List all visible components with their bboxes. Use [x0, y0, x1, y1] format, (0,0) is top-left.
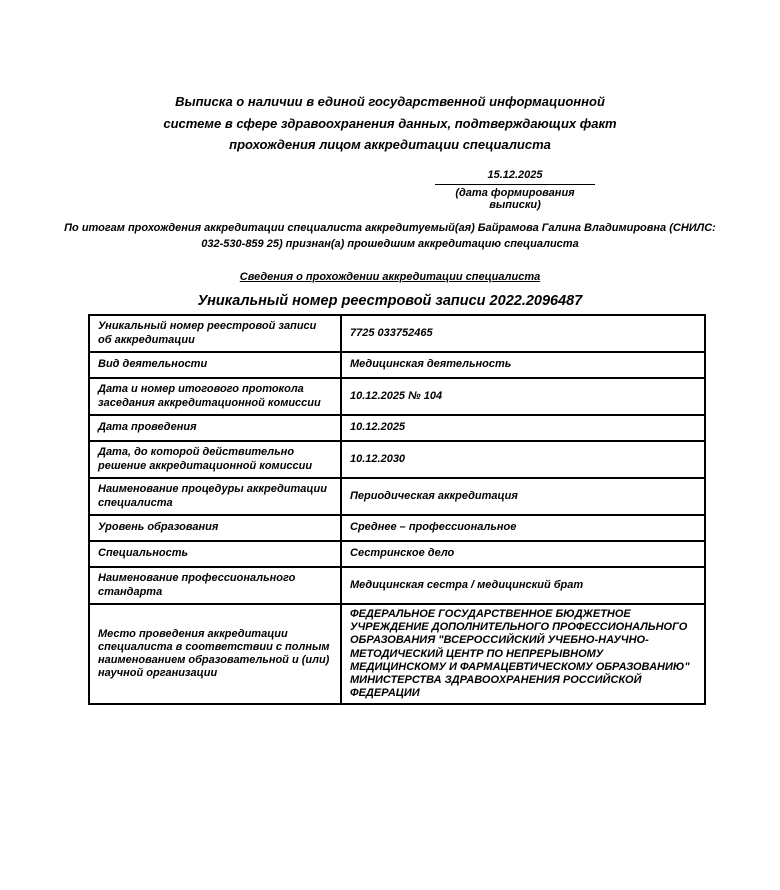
section-header: Сведения о прохождении аккредитации специалиста: [239, 271, 541, 283]
row-value: Медицинская деятельность: [341, 352, 705, 378]
row-value: 10.12.2025: [341, 415, 705, 441]
accreditation-table: [88, 314, 706, 705]
table-row: [89, 415, 705, 441]
row-label: Уровень образования: [89, 515, 341, 541]
issue-date: 15.12.2025: [435, 169, 595, 185]
table-row: [89, 315, 705, 352]
registry-number-heading: Уникальный номер реестровой записи 2022.2096487: [197, 293, 583, 309]
table-row: [89, 352, 705, 378]
row-label: Наименование процедуры аккредитации специалиста: [89, 478, 341, 515]
table-row: [89, 478, 705, 515]
intro-paragraph: [40, 220, 740, 252]
row-value: Медицинская сестра / медицинский брат: [341, 567, 705, 604]
row-value: 7725 033752465: [341, 315, 705, 352]
table-row: [89, 515, 705, 541]
row-label: Дата проведения: [89, 415, 341, 441]
row-value: Сестринское дело: [341, 541, 705, 567]
table-row: [89, 541, 705, 567]
row-value: 10.12.2030: [341, 441, 705, 478]
row-label: Дата, до которой действительно решение аккредитационной комиссии: [89, 441, 341, 478]
document-title-line: системе в сфере здравоохранения данных, подтверждающих факт: [163, 115, 617, 131]
row-label: Уникальный номер реестровой записи об аккредитации: [89, 315, 341, 352]
table-row: [89, 567, 705, 604]
document-title-line: Выписка о наличии в единой государственной информационной: [175, 94, 605, 109]
intro-line: По итогам прохождения аккредитации специалиста аккредитуемый(ая) Байрамова Галина Владимировна (СНИЛС:: [64, 222, 716, 234]
document-title: [0, 91, 780, 156]
intro-line: 032-530-859 25) признан(а) прошедшим аккредитацию специалиста: [201, 238, 579, 250]
table-row: [89, 378, 705, 415]
issue-date-caption: (дата формирования выписки): [455, 187, 575, 211]
row-label: Место проведения аккредитации специалиста в соответствии с полным наименованием образовательной и (или) научной организации: [89, 604, 341, 704]
row-value: Периодическая аккредитация: [341, 478, 705, 515]
table-row: [89, 604, 705, 704]
row-value: 10.12.2025 № 104: [341, 378, 705, 415]
table-row: [89, 441, 705, 478]
row-label: Специальность: [89, 541, 341, 567]
row-label: Дата и номер итогового протокола заседания аккредитационной комиссии: [89, 378, 341, 415]
document-title-line: прохождения лицом аккредитации специалиста: [229, 137, 551, 152]
row-label: Вид деятельности: [89, 352, 341, 378]
row-value: ФЕДЕРАЛЬНОЕ ГОСУДАРСТВЕННОЕ БЮДЖЕТНОЕ УЧРЕЖДЕНИЕ ДОПОЛНИТЕЛЬНОГО ПРОФЕССИОНАЛЬНОГО ОБРАЗОВАНИЯ "ВСЕРОССИЙСКИЙ УЧЕБНО-НАУЧНО-МЕТОДИЧЕСКИЙ ЦЕНТР ПО НЕПРЕРЫВНОМУ МЕДИЦИНСКОМУ И ФАРМАЦЕВТИЧЕСКОМУ ОБРАЗОВАНИЮ" МИНИСТЕРСТВА ЗДРАВООХРАНЕНИЯ РОССИЙСКОЙ ФЕДЕРАЦИИ: [341, 604, 705, 704]
issue-date-block: [435, 169, 595, 211]
row-label: Наименование профессионального стандарта: [89, 567, 341, 604]
row-value: Среднее – профессиональное: [341, 515, 705, 541]
